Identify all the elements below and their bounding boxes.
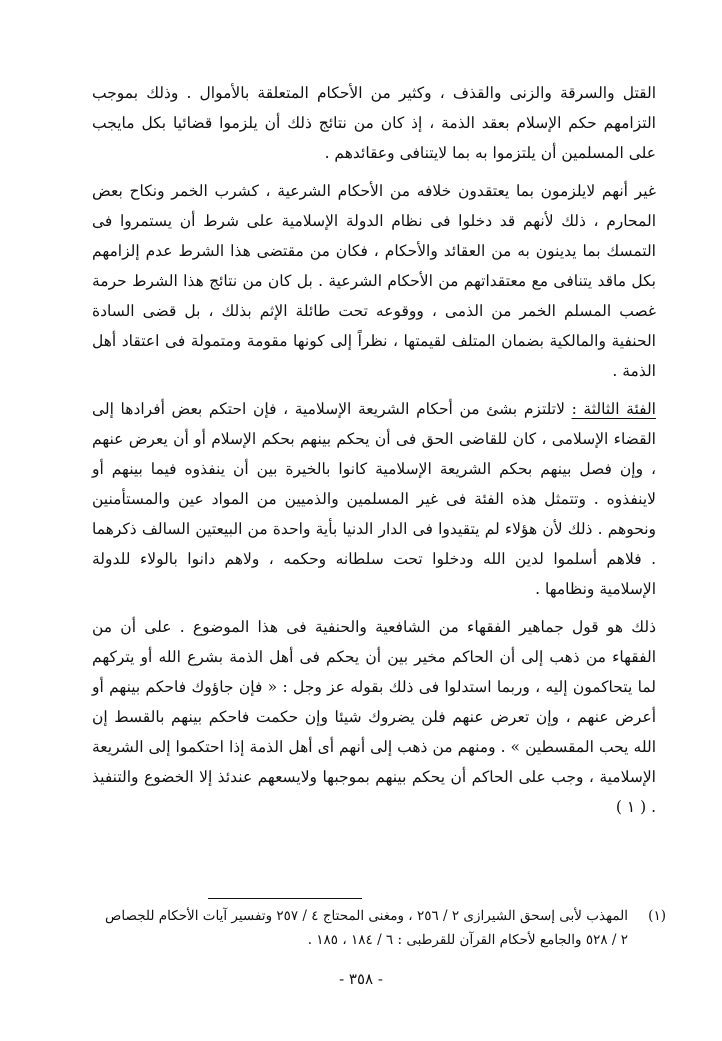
footnote-text-line-2: ٢ / ٥٢٨ والجامع لأحكام القرآن للقرطبى : ٦ / ١٨٤ ، ١٨٥ .: [307, 932, 628, 948]
paragraph-gap: [92, 604, 656, 612]
footnote-divider: [208, 898, 362, 899]
section-heading-third-category: الفئة الثالثة :: [571, 400, 656, 418]
page-body: [92, 78, 656, 822]
paragraph-3-text: لاتلتزم بشئ من أحكام الشريعة الإسلامية ، فإن احتكم بعض أفرادها إلى القضاء الإسلامى ، كان للقاضى الحق فى أن يحكم بينهم بحكم الإسلام أو أن يعرض عنهم ، وإن فصل بينهم بحكم الشريعة الإسلامية كانوا بالخيرة بين أن ينفذوه فيما بينهم أو لاينفذوه . وتتمثل هذه الفئة فى غير المسلمين والذميين من المواد عين والمستأمنين ونحوهم . ذلك لأن هؤلاء لم يتقيدوا فى الدار الدنيا بأية واحدة من البيعتين السالف ذكرهما . فلاهم أسلموا لدين الله ودخلوا تحت سلطانه وحكمه ، ولاهم دانوا بالولاء للدولة الإسلامية ونظامها .: [92, 400, 656, 598]
paragraph-gap: [92, 386, 656, 394]
paragraph-2: غير أنهم لايلزمون بما يعتقدون خلافه من الأحكام الشرعية ، كشرب الخمر ونكاح بعض المحارم ، ذلك لأنهم قد دخلوا فى نظام الدولة الإسلامية على شرط أن يستمروا فى التمسك بما يدينون به من العقائد والأحكام ، فكان من مقتضى هذا الشرط عدم إلزامهم بكل ماقد يتنافى مع معتقداتهم من الأحكام الشرعية . بل كان من نتائج هذا الشرط حرمة غصب المسلم الخمر من الذمى ، ووقوعه تحت طائلة الإثم بذلك ، بل قضى السادة الحنفية والمالكية بضمان المتلف لقيمتها ، نظراً إلى كونها مقومة ومتمولة فى اعتقاد أهل الذمة .: [92, 182, 656, 380]
footnote-text-line-1: المهذب لأبى إسحق الشيرازى ٢ / ٢٥٦ ، ومغنى المحتاج ٤ / ٢٥٧ وتفسير آيات الأحكام للجصاص: [105, 908, 628, 924]
paragraph-3: [92, 394, 656, 604]
footnote-number: (١): [648, 908, 666, 924]
paragraph-4: ذلك هو قول جماهير الفقهاء من الشافعية والحنفية فى هذا الموضوع . على أن من الفقهاء من ذهب إلى أن الحاكم مخير بين أن يحكم فى أهل الذمة بشرع الله أو يتركهم لما يتحاكمون إليه ، وربما استدلوا فى ذلك بقوله عز وجل : « فإن جاؤوك فاحكم بينهم أو أعرض عنهم ، وإن تعرض عنهم فلن يضروك شيئا وإن حكمت فاحكم بينهم بالقسط إن الله يحب المقسطين » . ومنهم من ذهب إلى أنهم أى أهل الذمة إذا احتكموا إلى الشريعة الإسلامية ، وجب على الحاكم أن يحكم بينهم بموجبها ولايسعهم عندئذ إلا الخضوع والتنفيذ . ( ١ ): [92, 618, 656, 816]
page-number: - ٣٥٨ -: [339, 970, 383, 988]
paragraph-gap: [92, 168, 656, 176]
paragraph-1: القتل والسرقة والزنى والقذف ، وكثير من الأحكام المتعلقة بالأموال . وذلك بموجب التزامهم حكم الإسلام بعقد الذمة ، إذ كان من نتائج ذلك أن يلزموا قضائيا بكل مايجب على المسلمين أن يلتزموا به بما لايتنافى وعقائدهم .: [92, 84, 656, 162]
footnotes: [70, 904, 666, 952]
footnote-1: [70, 904, 666, 928]
